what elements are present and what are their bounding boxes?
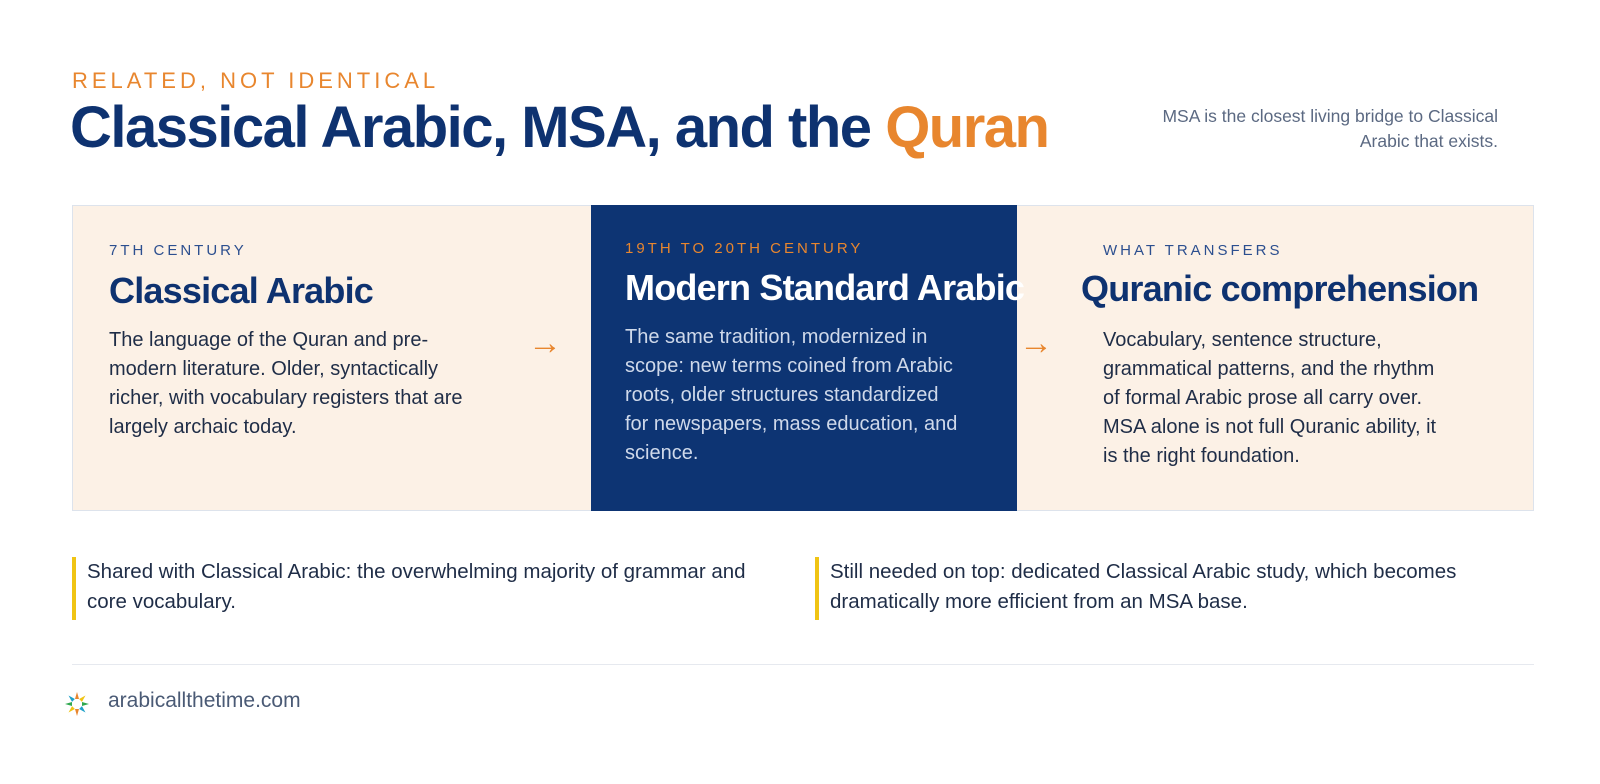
card-body: The language of the Quran and pre-modern literature. Older, syntactically richer, with vocabulary registers that are largely archaic today. <box>109 329 463 438</box>
card-classical-arabic <box>73 206 591 510</box>
starburst-logo-icon <box>63 690 91 718</box>
comparison-cards <box>72 205 1534 511</box>
arrow-right-icon: → <box>1019 324 1053 362</box>
card-modern-standard-arabic <box>591 205 1025 511</box>
card-heading: Quranic comprehension <box>1081 268 1479 309</box>
card-body: Vocabulary, sentence structure, grammatical patterns, and the rhythm of formal Arabic prose all carry over. MSA alone is not full Quranic ability, it is the right foundation. <box>1103 329 1437 467</box>
card-quranic-comprehension <box>1017 206 1533 510</box>
footer-divider <box>72 664 1534 665</box>
title-main: Classical Arabic, MSA, and the <box>70 95 886 160</box>
card-label: WHAT TRANSFERS <box>1103 242 1283 259</box>
title-accent: Quran <box>885 95 1049 160</box>
card-label: 7TH CENTURY <box>109 242 247 259</box>
card-heading: Modern Standard Arabic <box>625 267 1025 308</box>
note-shared: Shared with Classical Arabic: the overwhelming majority of grammar and core vocabulary. <box>72 557 772 620</box>
arrow-right-icon: → <box>528 324 562 362</box>
card-label: 19TH TO 20TH CENTURY <box>625 240 864 257</box>
card-heading: Classical Arabic <box>109 270 374 311</box>
page-title <box>70 94 1049 161</box>
footer-site-link[interactable]: arabicallthetime.com <box>108 689 301 712</box>
card-body: The same tradition, modernized in scope: new terms coined from Arabic roots, older structures standardized for newspapers, mass education, and science. <box>625 326 958 464</box>
side-note: MSA is the closest living bridge to Classical Arabic that exists. <box>1162 106 1498 151</box>
note-still-needed: Still needed on top: dedicated Classical Arabic study, which becomes dramatically more efficient from an MSA base. <box>815 557 1515 620</box>
eyebrow-label: RELATED, NOT IDENTICAL <box>72 68 440 93</box>
